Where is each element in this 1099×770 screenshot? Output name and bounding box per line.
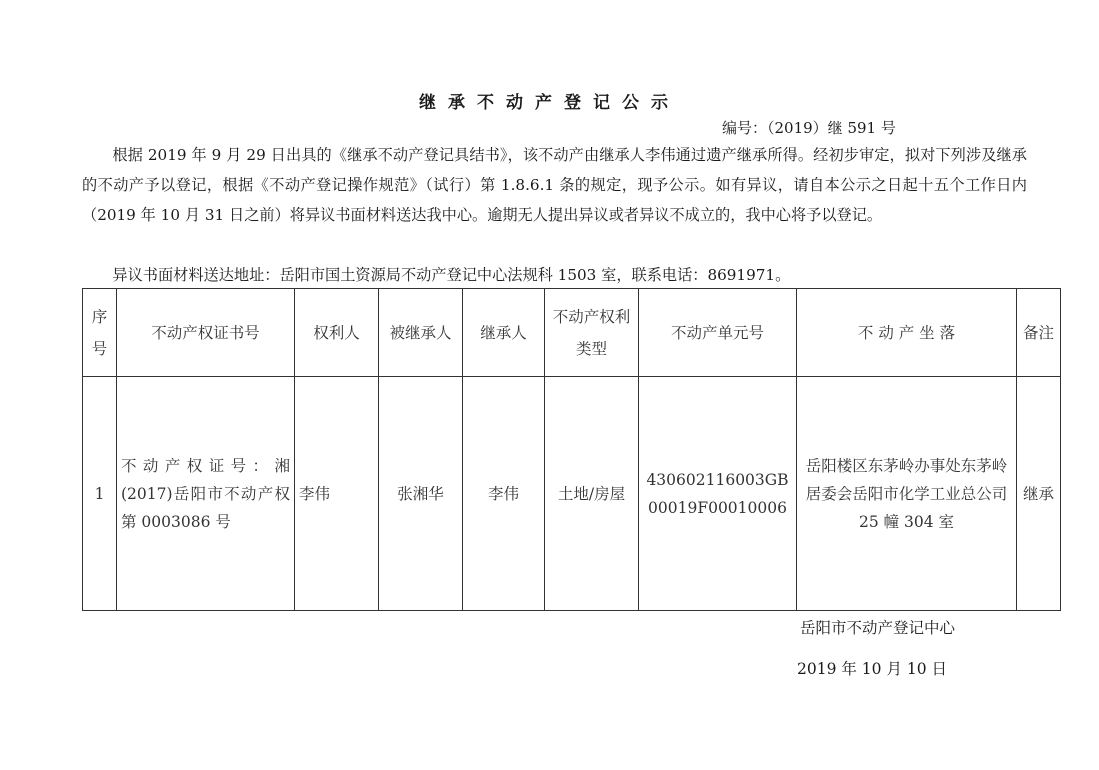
cell-right-type: 土地/房屋 xyxy=(545,377,639,611)
header-remark: 备注 xyxy=(1017,289,1061,377)
header-heir: 继承人 xyxy=(463,289,545,377)
registration-table xyxy=(82,288,1061,611)
header-right-type: 不动产权利类型 xyxy=(545,289,639,377)
cell-cert-no: 不动产权证号：湘(2017)岳阳市不动产权第 0003086 号 xyxy=(117,377,295,611)
cell-holder: 李伟 xyxy=(295,377,379,611)
page-title: 继承不动产登记公示 xyxy=(419,93,680,113)
issuing-organization: 岳阳市不动产登记中心 xyxy=(800,619,956,637)
header-unit-no: 不动产单元号 xyxy=(639,289,797,377)
header-location: 不 动 产 坐 落 xyxy=(797,289,1017,377)
table-header-row xyxy=(83,289,1061,377)
table-row xyxy=(83,377,1061,611)
objection-address-paragraph: 异议书面材料送达地址：岳阳市国土资源局不动产登记中心法规科 1503 室，联系电话：8691971。 xyxy=(112,266,791,284)
header-seq: 序号 xyxy=(83,289,117,377)
notice-paragraph: 根据 2019 年 9 月 29 日出具的《继承不动产登记具结书》，该不动产由继承人李伟通过遗产继承所得。经初步审定，拟对下列涉及继承的不动产予以登记，根据《不动产登记操作规范》（试行）第 1.8.6.1 条的规定，现予公示。如有异议，请自本公示之日起十五个工作日内（2019 年 10 月 31 日之前）将异议书面材料送达我中心。逾期无人提出异议或者异议不成立的，我中心将予以登记。 xyxy=(82,146,1027,224)
cell-location: 岳阳楼区东茅岭办事处东茅岭居委会岳阳市化学工业总公司 25 幢 304 室 xyxy=(797,377,1017,611)
cell-heir: 李伟 xyxy=(463,377,545,611)
cell-decedent: 张湘华 xyxy=(379,377,463,611)
document-number: 编号：（2019）继 591 号 xyxy=(722,119,896,137)
header-decedent: 被继承人 xyxy=(379,289,463,377)
cell-seq: 1 xyxy=(83,377,117,611)
cell-unit-no: 430602116003GB00019F00010006 xyxy=(639,377,797,611)
header-cert-no: 不动产权证书号 xyxy=(117,289,295,377)
issue-date: 2019 年 10 月 10 日 xyxy=(797,660,948,678)
header-holder: 权利人 xyxy=(295,289,379,377)
cell-remark: 继承 xyxy=(1017,377,1061,611)
